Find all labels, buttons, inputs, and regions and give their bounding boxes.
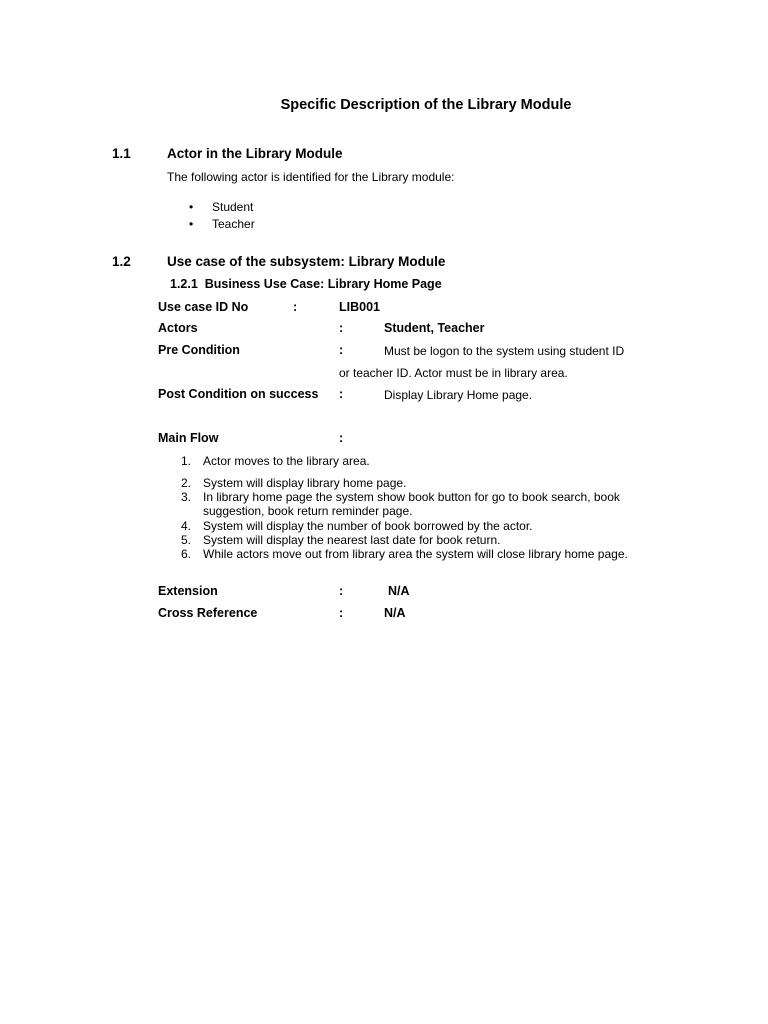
post-condition-value: Display Library Home page. xyxy=(384,388,533,402)
section-1-1-number: 1.1 xyxy=(112,146,131,161)
colon: : xyxy=(339,321,344,335)
flow-step: System will display library home page. xyxy=(203,476,407,490)
page-title: Specific Description of the Library Module xyxy=(280,97,572,113)
section-1-2-number: 1.2 xyxy=(112,254,131,269)
main-flow-label: Main Flow xyxy=(158,431,219,445)
flow-step-number: 3. xyxy=(181,490,192,504)
colon: : xyxy=(339,606,344,620)
flow-step-number: 5. xyxy=(181,533,192,547)
flow-step-number: 2. xyxy=(181,476,192,490)
flow-step: System will display the nearest last date for book return. xyxy=(203,533,501,547)
extension-value: N/A xyxy=(388,584,410,598)
bullet-icon: • xyxy=(189,217,194,231)
cross-reference-label: Cross Reference xyxy=(158,606,258,620)
bullet-icon: • xyxy=(189,200,194,214)
colon: : xyxy=(339,387,344,401)
flow-step: While actors move out from library area the system will close library home page. xyxy=(203,547,628,561)
flow-step: In library home page the system show book button for go to book search, book suggestion, book return reminder page. xyxy=(203,490,620,518)
flow-step-number: 1. xyxy=(181,454,192,468)
actor-list-item: Teacher xyxy=(212,217,255,231)
actor-list-item: Student xyxy=(212,200,254,214)
use-case-id-value: LIB001 xyxy=(339,300,380,314)
pre-condition-label: Pre Condition xyxy=(158,343,240,357)
actors-value: Student, Teacher xyxy=(384,321,485,335)
pre-condition-line-1: Must be logon to the system using student ID xyxy=(384,344,625,358)
flow-step-number: 4. xyxy=(181,519,192,533)
use-case-id-label: Use case ID No xyxy=(158,300,249,314)
subsection-heading: 1.2.1 Business Use Case: Library Home Page xyxy=(170,277,442,291)
flow-step: System will display the number of book borrowed by the actor. xyxy=(203,519,533,533)
section-1-1-intro: The following actor is identified for the Library module: xyxy=(167,170,455,184)
extension-label: Extension xyxy=(158,584,218,598)
flow-step: Actor moves to the library area. xyxy=(203,454,370,468)
flow-step-number: 6. xyxy=(181,547,192,561)
colon: : xyxy=(339,343,344,357)
colon: : xyxy=(339,584,344,598)
post-condition-label: Post Condition on success xyxy=(158,387,319,401)
colon: : xyxy=(293,300,298,314)
pre-condition-line-2: or teacher ID. Actor must be in library area. xyxy=(339,366,568,380)
colon: : xyxy=(339,431,344,445)
section-1-2-heading: Use case of the subsystem: Library Module xyxy=(167,254,446,269)
actors-label: Actors xyxy=(158,321,198,335)
cross-reference-value: N/A xyxy=(384,606,406,620)
section-1-1-heading: Actor in the Library Module xyxy=(167,146,343,161)
